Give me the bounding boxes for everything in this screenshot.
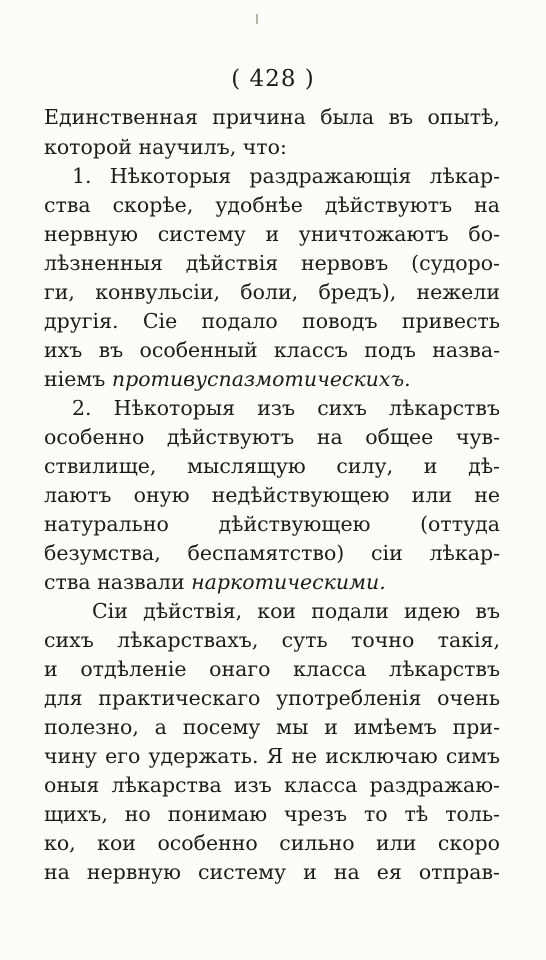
text-line-2: которой научилъ, что:	[44, 135, 287, 159]
term-narcotic: наркотическими.	[191, 570, 386, 594]
text-line-16: безумства, беспамятство) сіи лѣкар-	[44, 541, 500, 565]
text-line-23: чину его удержать. Я не исключаю симъ	[44, 744, 500, 768]
text-line-15: натурально дѣйствующею (оттуда	[44, 512, 500, 536]
text-line-19: сихъ лѣкарствахъ, суть точно такія,	[44, 628, 500, 652]
text-line-21: для практическаго употребленія очень	[44, 686, 500, 710]
text-line-1: Единственная причина была въ опытѣ,	[44, 105, 500, 129]
text-line-12: особенно дѣйствуютъ на общее чув-	[44, 425, 500, 449]
text-line-10	[44, 365, 500, 393]
text-line-8: другія. Сіе подало поводъ привесть	[44, 309, 500, 333]
text-line-20: и отдѣленіе онаго класса лѣкарствъ	[44, 657, 500, 681]
text-line-22: полезно, а посему мы и имѣемъ при-	[44, 715, 500, 739]
text-line-25: щихъ, но понимаю чрезъ то тѣ толь-	[44, 802, 500, 826]
text-line-7: ги, конвульсіи, боли, бредъ), нежели	[44, 280, 500, 304]
text-line-11: 2. Нѣкоторыя изъ сихъ лѣкарствъ	[72, 396, 500, 420]
text-line-4: ства скорѣе, удобнѣе дѣйствуютъ на	[44, 193, 500, 217]
text-line-14: лаютъ оную недѣйствующею или не	[44, 483, 500, 507]
text-line-26: ко, кои особенно сильно или скоро	[44, 831, 500, 855]
text-line-17	[44, 568, 500, 596]
text-line-3: 1. Нѣкоторыя раздражающія лѣкар-	[72, 164, 500, 188]
text-line-9: ихъ въ особенный классъ подъ назва-	[44, 338, 500, 362]
text-line-6: лѣзненныя дѣйствія нервовъ (судоро-	[44, 251, 500, 275]
term-antispasmodic: противуспазмотическихъ.	[111, 367, 411, 391]
text-line-13: ствилище, мыслящую силу, и дѣ-	[44, 454, 500, 478]
page-number: ( 428 )	[231, 66, 315, 92]
text-line-10-start: ніемъ	[44, 367, 106, 391]
page-edge-mark	[256, 14, 258, 24]
text-line-5: нервную систему и уничтожаютъ бо-	[44, 222, 500, 246]
text-line-24: оныя лѣкарства изъ класса раздражаю-	[44, 773, 500, 797]
text-line-18: Сіи дѣйствія, кои подали идею въ	[92, 599, 500, 623]
text-line-27: на нервную систему и на ея отправ-	[44, 860, 500, 884]
text-line-17-start: ства назвали	[44, 570, 185, 594]
